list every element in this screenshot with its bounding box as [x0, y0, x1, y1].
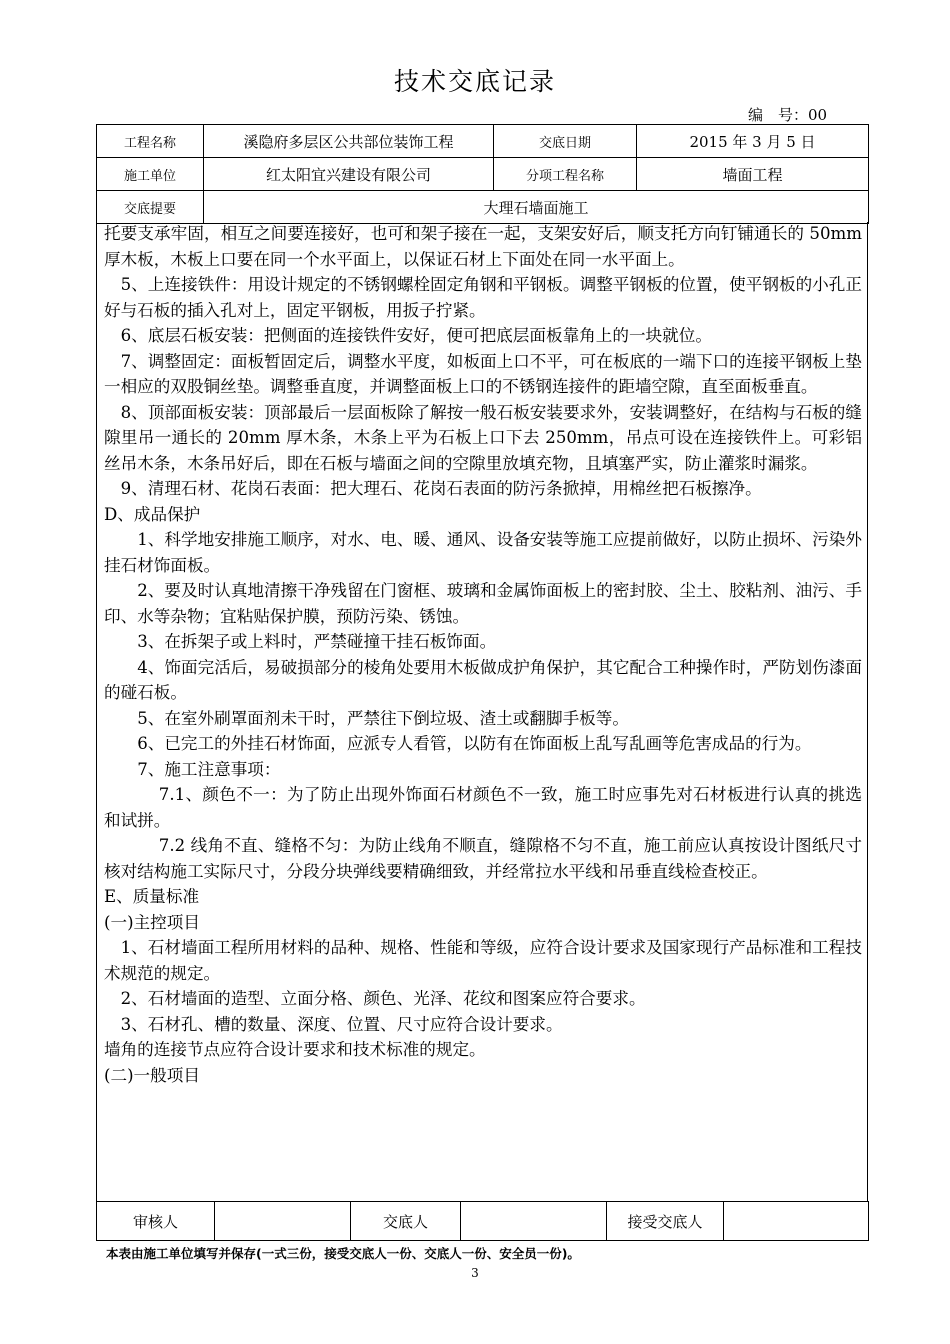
header-row-summary	[97, 191, 869, 224]
project-name-label: 工程名称	[97, 125, 204, 158]
content-paragraph: 5、上连接铁件：用设计规定的不锈钢螺栓固定角钢和平钢板。调整平钢板的位置，使平钢板的小孔正好与石板的插入孔对上，固定平钢板，用扳子拧紧。	[104, 275, 862, 320]
content-paragraph: 8、顶部面板安装：顶部最后一层面板除了解按一般石板安装要求外，安装调整好，在结构与石板的缝隙里吊一通长的 20mm 厚木条，木条上平为石板上口下去 250mm，吊点可设在连接铁件上。可彩铝丝吊木条，木条吊好后，即在石板与墙面之间的空隙里放填充物，且填塞严实，防止灌浆时漏浆。	[104, 402, 862, 473]
signature-row	[97, 1202, 869, 1241]
content-paragraph: 9、清理石材、花岗石表面：把大理石、花岗石表面的防污条掀掉，用棉丝把石板擦净。	[120, 479, 762, 498]
subproject-label: 分项工程名称	[494, 158, 637, 191]
content-paragraph: 墙角的连接节点应符合设计要求和技术标准的规定。	[104, 1040, 486, 1059]
summary-label: 交底提要	[97, 191, 204, 224]
page-title: 技术交底记录	[393, 67, 556, 96]
content-paragraph: 托要支承牢固，相互之间要连接好，也可和架子接在一起，支架安好后，顺支托方向钉铺通长的 50mm 厚木板，木板上口要在同一个水平面上，以保证石材上下面处在同一水平面上。	[104, 224, 862, 269]
content-paragraph: 1、石材墙面工程所用材料的品种、规格、性能和等级，应符合设计要求及国家现行产品标准和工程技术规范的规定。	[104, 938, 862, 983]
content-paragraph: 6、已完工的外挂石材饰面，应派专人看管，以防有在饰面板上乱写乱画等危害成品的行为。	[137, 734, 812, 753]
reviewer-label: 审核人	[97, 1202, 215, 1241]
unit-label: 施工单位	[97, 158, 204, 191]
subproject-value: 墙面工程	[637, 158, 869, 191]
receiver-label: 接受交底人	[607, 1202, 724, 1241]
content-paragraph: 7、施工注意事项：	[137, 759, 281, 779]
content-paragraph: 2、石材墙面的造型、立面分格、颜色、光泽、花纹和图案应符合要求。	[120, 989, 646, 1008]
summary-value: 大理石墙面施工	[204, 191, 869, 224]
content-paragraph: 6、底层石板安装：把侧面的连接铁件安好，便可把底层面板靠角上的一块就位。	[120, 326, 712, 345]
unit-value: 红太阳宜兴建设有限公司	[204, 158, 494, 191]
content-paragraph: 3、在拆架子或上料时，严禁碰撞干挂石板饰面。	[137, 632, 497, 651]
document-number: 编 号：00	[748, 106, 828, 124]
receiver-field[interactable]	[724, 1202, 869, 1241]
content-paragraph: 5、在室外刷罩面剂未干时，严禁往下倒垃圾、渣土或翻脚手板等。	[137, 708, 629, 728]
header-table	[96, 124, 869, 224]
subsection-heading: (二)一般项目	[104, 1065, 200, 1085]
footnote: 本表由施工单位填写并保存(一式三份，接受交底人一份、交底人一份、安全员一份)。	[106, 1246, 580, 1261]
content-paragraph: 7.1、颜色不一：为了防止出现外饰面石材颜色不一致，施工时应事先对石材板进行认真的挑选和试拼。	[104, 785, 862, 830]
subsection-heading: (一)主控项目	[104, 912, 200, 932]
reviewer-field[interactable]	[215, 1202, 351, 1241]
header-row-project	[97, 125, 869, 158]
content-body	[104, 221, 862, 1088]
presenter-field[interactable]	[461, 1202, 607, 1241]
project-name-value: 溪隐府多层区公共部位装饰工程	[204, 125, 494, 158]
content-paragraph: 3、石材孔、槽的数量、深度、位置、尺寸应符合设计要求。	[120, 1014, 563, 1034]
content-paragraph: 1、科学地安排施工顺序，对水、电、暖、通风、设备安装等施工应提前做好，以防止损坏、污染外挂石材饰面板。	[104, 530, 862, 575]
page-number: 3	[471, 1266, 479, 1280]
date-value: 2015 年 3 月 5 日	[637, 125, 869, 158]
date-label: 交底日期	[494, 125, 637, 158]
content-paragraph: 7、调整固定：面板暂固定后，调整水平度，如板面上口不平，可在板底的一端下口的连接平钢板上垫一相应的双股铜丝垫。调整垂直度，并调整面板上口的不锈钢连接件的距墙空隙，直至面板垂直。	[104, 351, 862, 396]
content-paragraph: 7.2 线角不直、缝格不匀：为防止线角不顺直，缝隙格不匀不直，施工前应认真按设计图纸尺寸核对结构施工实际尺寸，分段分块弹线要精确细致，并经常拉水平线和吊垂直线检查校正。	[104, 836, 862, 881]
signature-table	[96, 1201, 869, 1241]
content-paragraph: 2、要及时认真地清擦干净残留在门窗框、玻璃和金属饰面板上的密封胶、尘土、胶粘剂、油污、手印、水等杂物；宜粘贴保护膜，预防污染、锈蚀。	[104, 581, 862, 626]
content-paragraph: 4、饰面完活后，易破损部分的棱角处要用木板做成护角保护，其它配合工种操作时，严防划伤漆面的碰石板。	[104, 657, 862, 702]
presenter-label: 交底人	[351, 1202, 461, 1241]
header-row-unit	[97, 158, 869, 191]
section-heading: D、成品保护	[104, 504, 201, 524]
section-heading: E、质量标准	[104, 887, 200, 906]
